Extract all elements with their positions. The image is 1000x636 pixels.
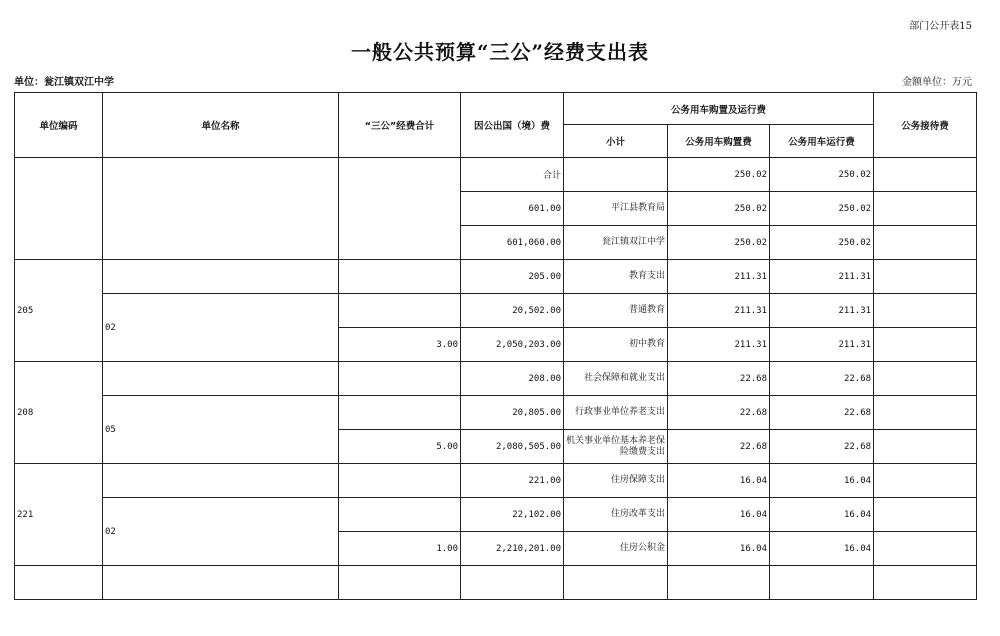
header-vehicle-group: 公务用车购置及运行费: [564, 93, 874, 125]
operation-cell: 22.68: [770, 430, 874, 464]
reception-cell: [874, 498, 977, 532]
name-cell: 02: [103, 294, 339, 362]
reception-cell: [874, 396, 977, 430]
code-cell: [15, 158, 103, 260]
reception-cell: [874, 294, 977, 328]
money-unit-label: 金额单位：万元: [902, 77, 972, 88]
total-cell: 5.00: [339, 430, 461, 464]
code-cell: 205: [15, 260, 103, 362]
operation-cell: 250.02: [770, 226, 874, 260]
operation-cell: 16.04: [770, 498, 874, 532]
purchase-cell: [668, 566, 770, 600]
total-cell: [339, 498, 461, 532]
purchase-cell: 250.02: [668, 226, 770, 260]
name-cell: [103, 260, 339, 294]
operation-cell: 211.31: [770, 328, 874, 362]
total-cell: [339, 260, 461, 294]
name-cell: [103, 158, 339, 260]
code-cell: 208: [15, 362, 103, 464]
abroad-cell: 221.00: [461, 464, 564, 498]
reception-cell: [874, 226, 977, 260]
purchase-cell: 211.31: [668, 294, 770, 328]
subtotal-cell: 住房改革支出: [564, 498, 668, 532]
abroad-cell: 601.00: [461, 192, 564, 226]
total-cell: 1.00: [339, 532, 461, 566]
header-code: 单位编码: [15, 93, 103, 158]
purchase-cell: 211.31: [668, 328, 770, 362]
operation-cell: 250.02: [770, 192, 874, 226]
abroad-cell: 208.00: [461, 362, 564, 396]
abroad-cell: 601,060.00: [461, 226, 564, 260]
total-cell: [339, 362, 461, 396]
subtotal-cell: [564, 566, 668, 600]
unit-name-label: 单位：瓮江镇双江中学: [14, 77, 114, 88]
purchase-cell: 22.68: [668, 430, 770, 464]
subtotal-cell: 住房公积金: [564, 532, 668, 566]
header-purchase: 公务用车购置费: [668, 125, 770, 158]
subtotal-cell: 初中教育: [564, 328, 668, 362]
subtotal-cell: 行政事业单位养老支出: [564, 396, 668, 430]
total-cell: 3.00: [339, 328, 461, 362]
total-cell: [339, 464, 461, 498]
abroad-cell: 2,080,505.00: [461, 430, 564, 464]
abroad-cell: 2,210,201.00: [461, 532, 564, 566]
purchase-cell: 250.02: [668, 158, 770, 192]
purchase-cell: 22.68: [668, 396, 770, 430]
operation-cell: 211.31: [770, 260, 874, 294]
subtotal-cell: 平江县教育局: [564, 192, 668, 226]
subtotal-cell: 机关事业单位基本养老保险缴费支出: [564, 430, 668, 464]
purchase-cell: 211.31: [668, 260, 770, 294]
purchase-cell: 16.04: [668, 464, 770, 498]
header-subtotal: 小计: [564, 125, 668, 158]
purchase-cell: 16.04: [668, 498, 770, 532]
name-cell: 02: [103, 498, 339, 566]
reception-cell: [874, 464, 977, 498]
abroad-cell: 205.00: [461, 260, 564, 294]
name-cell: [103, 362, 339, 396]
form-number-label: 部门公开表15: [909, 21, 972, 32]
abroad-cell: 22,102.00: [461, 498, 564, 532]
reception-cell: [874, 260, 977, 294]
total-cell: [339, 158, 461, 260]
subtotal-cell: [564, 158, 668, 192]
reception-cell: [874, 532, 977, 566]
operation-cell: 22.68: [770, 396, 874, 430]
abroad-cell: 2,050,203.00: [461, 328, 564, 362]
name-cell: [103, 566, 339, 600]
header-total: “三公”经费合计: [339, 93, 461, 158]
abroad-cell: [461, 566, 564, 600]
operation-cell: 22.68: [770, 362, 874, 396]
code-cell: 221: [15, 464, 103, 566]
total-cell: [339, 396, 461, 430]
header-abroad: 因公出国（境）费: [461, 93, 564, 158]
code-cell: [15, 566, 103, 600]
reception-cell: [874, 328, 977, 362]
reception-cell: [874, 158, 977, 192]
operation-cell: [770, 566, 874, 600]
reception-cell: [874, 362, 977, 396]
header-name: 单位名称: [103, 93, 339, 158]
name-cell: 05: [103, 396, 339, 464]
name-cell: [103, 464, 339, 498]
purchase-cell: 22.68: [668, 362, 770, 396]
abroad-cell: 合计: [461, 158, 564, 192]
header-reception: 公务接待费: [874, 93, 977, 158]
operation-cell: 16.04: [770, 532, 874, 566]
expense-table: [14, 92, 977, 600]
reception-cell: [874, 192, 977, 226]
header-operation: 公务用车运行费: [770, 125, 874, 158]
reception-cell: [874, 566, 977, 600]
operation-cell: 16.04: [770, 464, 874, 498]
abroad-cell: 20,502.00: [461, 294, 564, 328]
total-cell: [339, 566, 461, 600]
subtotal-cell: 教育支出: [564, 260, 668, 294]
reception-cell: [874, 430, 977, 464]
subtotal-cell: 住房保障支出: [564, 464, 668, 498]
operation-cell: 250.02: [770, 158, 874, 192]
operation-cell: 211.31: [770, 294, 874, 328]
purchase-cell: 16.04: [668, 532, 770, 566]
abroad-cell: 20,805.00: [461, 396, 564, 430]
subtotal-cell: 社会保障和就业支出: [564, 362, 668, 396]
page-title: 一般公共预算“三公”经费支出表: [350, 40, 649, 64]
subtotal-cell: 瓮江镇双江中学: [564, 226, 668, 260]
purchase-cell: 250.02: [668, 192, 770, 226]
subtotal-cell: 普通教育: [564, 294, 668, 328]
total-cell: [339, 294, 461, 328]
